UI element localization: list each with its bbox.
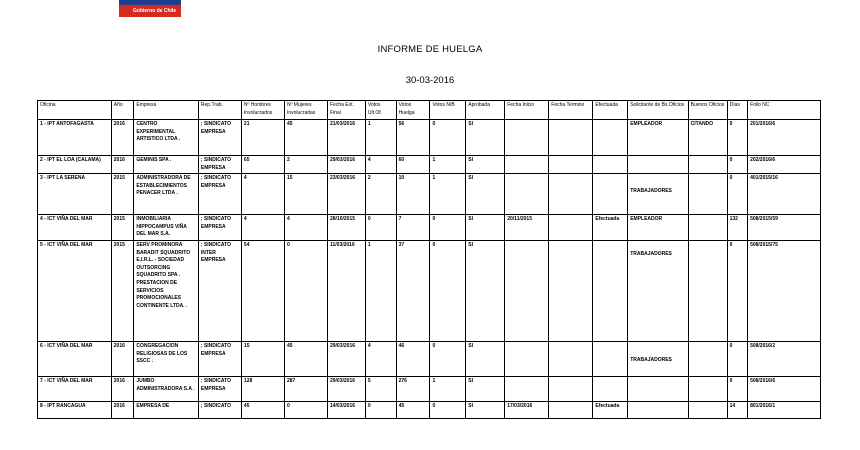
table-row	[38, 341, 821, 376]
column-header: Votos Ult.Of.	[365, 101, 396, 120]
cell-oficina: 4 - ICT VIÑA DEL MAR	[38, 215, 112, 241]
column-header: Año	[111, 101, 134, 120]
cell-solicitante	[628, 156, 688, 174]
cell-votos-ult: 2	[365, 174, 396, 215]
cell-votos-huelga: 46	[396, 341, 430, 376]
cell-empresa: SERV PROMINORA BARADIT SQUADRITO E.I.R.L. - SOCIEDAD OUTSORCING SQUADRITO SPA . PRESTACION DE SERVICIOS PROMOCIONALES CONTINENTE LTDA. .	[134, 240, 199, 341]
report-title: INFORME DE HUELGA	[377, 44, 483, 55]
cell-folio: 801/2016/1	[748, 401, 821, 418]
cell-dias: 14	[727, 401, 747, 418]
cell-rep-trab: ; SINDICATO EMPRESA	[198, 156, 241, 174]
cell-fecha-termino	[549, 401, 593, 418]
cell-fecha-ext: 28/10/2015	[327, 215, 365, 241]
cell-mujeres: 45	[284, 120, 327, 156]
cell-folio: 508/2015/75	[748, 240, 821, 341]
cell-ano: 2015	[111, 240, 134, 341]
cell-folio: 508/2015/59	[748, 215, 821, 241]
column-header: Fecha Ext. Final	[327, 101, 365, 120]
cell-ano: 2016	[111, 376, 134, 401]
cell-votos-huelga: 45	[396, 401, 430, 418]
cell-fecha-termino	[549, 174, 593, 215]
cell-ano: 2016	[111, 341, 134, 376]
column-header: Aprobada	[466, 101, 505, 120]
cell-fecha-ext: 11/03/2016	[327, 240, 365, 341]
cell-solicitante	[628, 174, 688, 215]
cell-efectuada	[593, 174, 628, 215]
cell-fecha-ext: 29/03/2016	[327, 341, 365, 376]
cell-fecha-ext: 14/03/2016	[327, 401, 365, 418]
cell-mujeres: 45	[284, 341, 327, 376]
column-header: Rep.Trab.	[198, 101, 241, 120]
cell-aprobada: SI	[466, 240, 505, 341]
cell-buenos-oficios	[688, 341, 727, 376]
cell-oficina: 8 - IPT RANCAGUA	[38, 401, 112, 418]
cell-oficina: 3 - IPT LA SERENA	[38, 174, 112, 215]
cell-mujeres: 0	[284, 401, 327, 418]
cell-oficina: 1 - IPT ANTOFAGASTA	[38, 120, 112, 156]
cell-fecha-termino	[549, 156, 593, 174]
cell-hombres: 45	[241, 401, 284, 418]
cell-mujeres: 15	[284, 174, 327, 215]
cell-fecha-inicio: 20/11/2015	[505, 215, 549, 241]
column-header: Nº Mujeres Involucradas	[284, 101, 327, 120]
table-row	[38, 376, 821, 401]
cell-votos-nb: 0	[430, 341, 466, 376]
cell-votos-huelga: 7	[396, 215, 430, 241]
cell-efectuada	[593, 156, 628, 174]
cell-rep-trab: ; SINDICATO EMPRESA	[198, 376, 241, 401]
cell-buenos-oficios	[688, 240, 727, 341]
column-header: Fecha Termino	[549, 101, 593, 120]
cell-votos-nb: 0	[430, 401, 466, 418]
cell-folio: 401/2015/16	[748, 174, 821, 215]
strike-report-table	[37, 100, 821, 419]
cell-votos-huelga: 10	[396, 174, 430, 215]
cell-solicitante: EMPLEADOR	[628, 215, 688, 241]
cell-ano: 2015	[111, 215, 134, 241]
cell-empresa: GEMINIS SPA .	[134, 156, 199, 174]
cell-ano: 2016	[111, 401, 134, 418]
cell-dias: 132	[727, 215, 747, 241]
cell-empresa: JUMBO ADMINISTRADORA S.A .	[134, 376, 199, 401]
cell-solicitante	[628, 341, 688, 376]
cell-aprobada: SI	[466, 174, 505, 215]
cell-empresa: ADMINISTRADORA DE ESTABLECIMIENTOS PENACER LTDA .	[134, 174, 199, 215]
column-header: Votos N/B	[430, 101, 466, 120]
table-row	[38, 120, 821, 156]
cell-empresa: EMPRESA DE	[134, 401, 199, 418]
cell-mujeres: 287	[284, 376, 327, 401]
cell-votos-ult: 0	[365, 401, 396, 418]
cell-ano: 2016	[111, 120, 134, 156]
cell-empresa: CONGREGACION RELIGIOSAS DE LOS SSCC .	[134, 341, 199, 376]
cell-dias: 0	[727, 376, 747, 401]
cell-fecha-inicio	[505, 120, 549, 156]
cell-hombres: 65	[241, 156, 284, 174]
logo-text: Gobierno de Chile	[119, 5, 181, 17]
cell-votos-nb: 1	[430, 156, 466, 174]
cell-votos-huelga: 60	[396, 156, 430, 174]
cell-fecha-inicio	[505, 174, 549, 215]
column-header: Días	[727, 101, 747, 120]
cell-votos-nb: 0	[430, 240, 466, 341]
cell-solicitante-text: TRABAJADORES	[630, 250, 672, 257]
cell-buenos-oficios	[688, 174, 727, 215]
cell-buenos-oficios: CITANDO	[688, 120, 727, 156]
column-header: Efectuada	[593, 101, 628, 120]
cell-dias: 0	[727, 240, 747, 341]
cell-empresa: INMOBILIARIA HIPPOCAMPUS VIÑA DEL MAR S.A.	[134, 215, 199, 241]
cell-folio: 508/2016/6	[748, 376, 821, 401]
cell-oficina: 2 - IPT EL LOA (CALAMA)	[38, 156, 112, 174]
cell-fecha-ext: 29/03/2016	[327, 376, 365, 401]
cell-votos-huelga: 56	[396, 120, 430, 156]
cell-fecha-termino	[549, 215, 593, 241]
cell-fecha-inicio	[505, 240, 549, 341]
cell-solicitante-text: TRABAJADORES	[630, 188, 672, 195]
column-header: Nº Hombres Involucrados	[241, 101, 284, 120]
column-header: Buenos Oficios	[688, 101, 727, 120]
cell-mujeres: 4	[284, 215, 327, 241]
cell-votos-ult: 4	[365, 156, 396, 174]
government-logo	[119, 0, 181, 17]
cell-oficina: 6 - ICT VIÑA DEL MAR	[38, 341, 112, 376]
cell-hombres: 21	[241, 120, 284, 156]
cell-buenos-oficios	[688, 401, 727, 418]
cell-solicitante	[628, 120, 688, 156]
cell-fecha-inicio	[505, 156, 549, 174]
cell-buenos-oficios	[688, 156, 727, 174]
cell-votos-ult: 4	[365, 341, 396, 376]
cell-votos-ult: 1	[365, 120, 396, 156]
cell-efectuada: Efectuada	[593, 215, 628, 241]
cell-solicitante	[628, 376, 688, 401]
cell-fecha-inicio: 17/03/2016	[505, 401, 549, 418]
cell-dias: 0	[727, 341, 747, 376]
cell-votos-ult: 0	[365, 215, 396, 241]
cell-hombres: 4	[241, 174, 284, 215]
cell-votos-nb: 1	[430, 174, 466, 215]
cell-dias: 0	[727, 174, 747, 215]
cell-rep-trab: ; SINDICATO EMPRESA	[198, 341, 241, 376]
table-row	[38, 174, 821, 215]
cell-buenos-oficios	[688, 215, 727, 241]
cell-votos-ult: 5	[365, 376, 396, 401]
cell-fecha-termino	[549, 341, 593, 376]
cell-solicitante	[628, 240, 688, 341]
cell-dias: 0	[727, 120, 747, 156]
cell-hombres: 15	[241, 341, 284, 376]
cell-solicitante	[628, 401, 688, 418]
cell-folio: 508/2016/2	[748, 341, 821, 376]
cell-aprobada: SI	[466, 120, 505, 156]
cell-empresa: CENTRO EXPERIMENTAL ARTISTICO LTDA .	[134, 120, 199, 156]
cell-oficina: 5 - ICT VIÑA DEL MAR	[38, 240, 112, 341]
cell-aprobada: SI	[466, 215, 505, 241]
column-header: Oficina	[38, 101, 112, 120]
cell-dias: 0	[727, 156, 747, 174]
cell-fecha-termino	[549, 376, 593, 401]
cell-efectuada	[593, 240, 628, 341]
cell-fecha-ext: 21/03/2016	[327, 120, 365, 156]
column-header: Solicitante de Bs.Oficios	[628, 101, 688, 120]
table-row	[38, 240, 821, 341]
column-header: Folio NC	[748, 101, 821, 120]
column-header: Empresa	[134, 101, 199, 120]
cell-mujeres: 2	[284, 156, 327, 174]
column-header: Votos Huelga	[396, 101, 430, 120]
cell-votos-nb: 0	[430, 120, 466, 156]
cell-fecha-termino	[549, 240, 593, 341]
cell-efectuada	[593, 376, 628, 401]
cell-oficina: 7 - ICT VIÑA DEL MAR	[38, 376, 112, 401]
cell-buenos-oficios	[688, 376, 727, 401]
cell-fecha-termino	[549, 120, 593, 156]
cell-ano: 2015	[111, 174, 134, 215]
cell-votos-nb: 0	[430, 215, 466, 241]
cell-aprobada: SI	[466, 401, 505, 418]
cell-aprobada: SI	[466, 376, 505, 401]
cell-hombres: 4	[241, 215, 284, 241]
cell-folio: 202/2016/6	[748, 156, 821, 174]
cell-fecha-inicio	[505, 376, 549, 401]
cell-solicitante-text: TRABAJADORES	[630, 356, 672, 363]
table-row	[38, 215, 821, 241]
table-header-row	[38, 101, 821, 120]
cell-rep-trab: ; SINDICATO	[198, 401, 241, 418]
cell-votos-huelga: 276	[396, 376, 430, 401]
cell-fecha-ext: 23/03/2016	[327, 174, 365, 215]
cell-solicitante-text: EMPLEADOR	[630, 121, 663, 127]
column-header: Fecha Inicio	[505, 101, 549, 120]
table-row	[38, 156, 821, 174]
cell-efectuada: Efectuada	[593, 401, 628, 418]
cell-hombres: 128	[241, 376, 284, 401]
cell-rep-trab: ; SINDICATO EMPRESA	[198, 174, 241, 215]
cell-fecha-ext: 29/03/2016	[327, 156, 365, 174]
cell-hombres: 54	[241, 240, 284, 341]
cell-efectuada	[593, 120, 628, 156]
cell-aprobada: SI	[466, 341, 505, 376]
cell-rep-trab: ; SINDICATO INTER EMPRESA	[198, 240, 241, 341]
cell-rep-trab: ; SINDICATO EMPRESA	[198, 215, 241, 241]
cell-votos-ult: 1	[365, 240, 396, 341]
cell-votos-nb: 1	[430, 376, 466, 401]
cell-efectuada	[593, 341, 628, 376]
report-date: 30-03-2016	[405, 75, 455, 86]
cell-votos-huelga: 37	[396, 240, 430, 341]
cell-fecha-inicio	[505, 341, 549, 376]
cell-mujeres: 0	[284, 240, 327, 341]
table-row	[38, 401, 821, 418]
cell-rep-trab: ; SINDICATO EMPRESA	[198, 120, 241, 156]
cell-folio: 201/2016/6	[748, 120, 821, 156]
cell-aprobada: SI	[466, 156, 505, 174]
cell-ano: 2016	[111, 156, 134, 174]
